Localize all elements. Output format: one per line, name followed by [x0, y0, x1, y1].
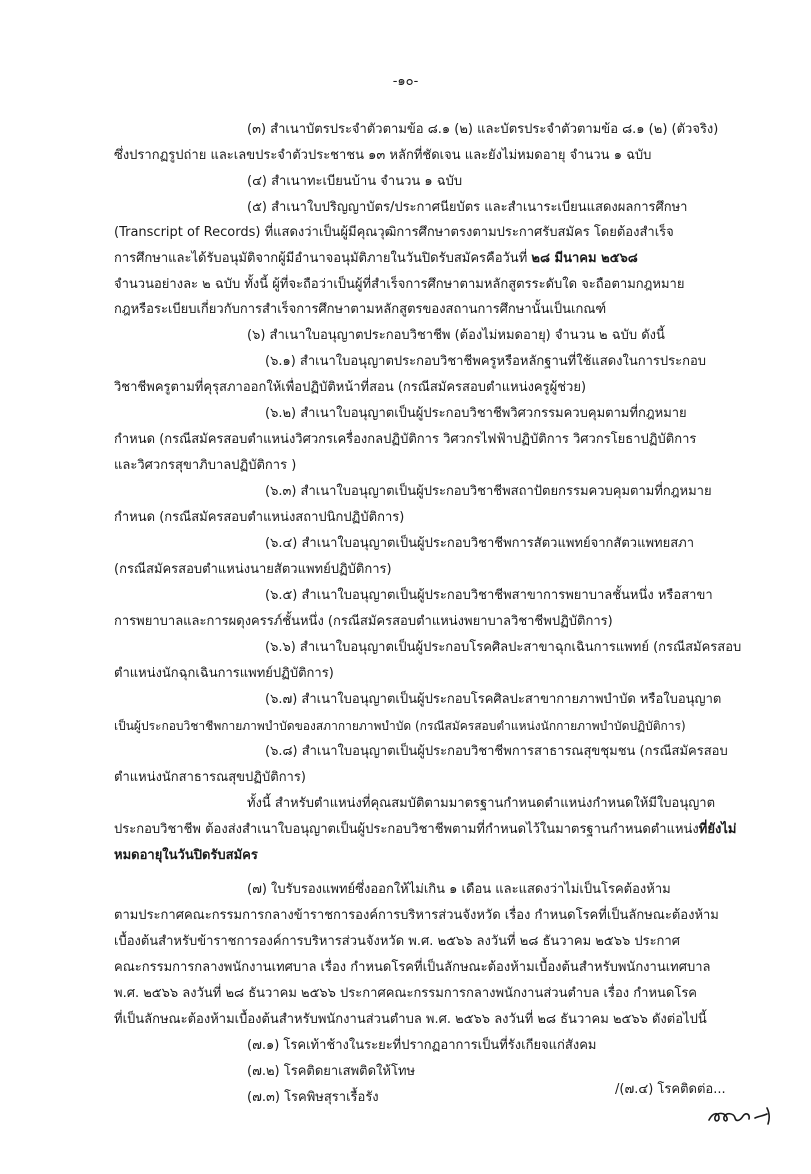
- text-line: [114, 820, 736, 840]
- text-span: ประกอบวิชาชีพ ต้องส่งสำเนาใบอนุญาตเป็นผู้ประกอบวิชาชีพตามที่กำหนดไว้ในมาตรฐานกำหนดตำแหน่ง: [114, 822, 699, 837]
- continuation-note: /(๗.๔) โรคติดต่อ...: [615, 1082, 726, 1097]
- text-line: (๕) สำเนาใบปริญญาบัตร/ประกาศนียบัตร และสำเนาระเบียนแสดงผลการศึกษา: [247, 200, 688, 215]
- text-line: (กรณีสมัครสอบตำแหน่งนายสัตวแพทย์ปฏิบัติการ): [114, 562, 392, 577]
- text-line: วิชาชีพครูตามที่คุรุสภาออกให้เพื่อปฏิบัติหน้าที่สอน (กรณีสมัครสอบตำแหน่งครูผู้ช่วย): [114, 380, 587, 395]
- text-line: (๔) สำเนาทะเบียนบ้าน จำนวน ๑ ฉบับ: [247, 174, 463, 189]
- text-line: (๖) สำเนาใบอนุญาตประกอบวิชาชีพ (ต้องไม่หมดอายุ) จำนวน ๒ ฉบับ ดังนี้: [247, 328, 665, 343]
- text-line: (๗.๒) โรคติดยาเสพติดให้โทษ: [247, 1064, 416, 1079]
- text-line: ตำแหน่งนักฉุกเฉินการแพทย์ปฏิบัติการ): [114, 666, 334, 681]
- text-line: (๗.๑) โรคเท้าช้างในระยะที่ปรากฏอาการเป็นที่รังเกียจแก่สังคม: [247, 1038, 597, 1053]
- text-line: คณะกรรมการกลางพนักงานเทศบาล เรื่อง กำหนดโรคที่เป็นลักษณะต้องห้ามเบื้องต้นสำหรับพนักงานเทศบาล: [114, 960, 711, 975]
- text-line: (๖.๘) สำเนาใบอนุญาตเป็นผู้ประกอบวิชาชีพการสาธารณสุขชุมชน (กรณีสมัครสอบ: [265, 744, 728, 759]
- text-line: (๖.๔) สำเนาใบอนุญาตเป็นผู้ประกอบวิชาชีพการสัตวแพทย์จากสัตวแพทยสภา: [265, 536, 695, 551]
- text-line: (๖.๓) สำเนาใบอนุญาตเป็นผู้ประกอบวิชาชีพสถาปัตยกรรมควบคุมตามที่กฎหมาย: [265, 484, 712, 499]
- emphasis-text: ที่ยังไม่: [698, 822, 737, 837]
- text-line: (๖.๗) สำเนาใบอนุญาตเป็นผู้ประกอบโรคศิลปะสาขากายภาพบำบัด หรือใบอนุญาต: [265, 692, 722, 707]
- text-line: (๖.๖) สำเนาใบอนุญาตเป็นผู้ประกอบโรคศิลปะสาขาฉุกเฉินการแพทย์ (กรณีสมัครสอบ: [265, 640, 742, 655]
- text-line: ตามประกาศคณะกรรมการกลางข้าราชการองค์การบริหารส่วนจังหวัด เรื่อง กำหนดโรคที่เป็นลักษณะต้องห้าม: [114, 908, 719, 923]
- page-number: -๑๐-: [392, 74, 419, 89]
- text-line: ซึ่งปรากฏรูปถ่าย และเลขประจำตัวประชาชน ๑๓ หลักที่ชัดเจน และยังไม่หมดอายุ จำนวน ๑ ฉบับ: [114, 148, 652, 163]
- text-line: ทั้งนี้ สำหรับตำแหน่งที่คุณสมบัติตามมาตรฐานกำหนดตำแหน่งกำหนดให้มีใบอนุญาต: [247, 796, 716, 811]
- emphasis-text: หมดอายุในวันปิดรับสมัคร: [114, 848, 258, 863]
- text-line: (๗) ใบรับรองแพทย์ซึ่งออกให้ไม่เกิน ๑ เดือน และแสดงว่าไม่เป็นโรคต้องห้าม: [247, 882, 671, 897]
- text-line: กำหนด (กรณีสมัครสอบตำแหน่งสถาปนิกปฏิบัติการ): [114, 510, 405, 525]
- text-line: เป็นผู้ประกอบวิชาชีพกายภาพบำบัดของสภากายภาพบำบัด (กรณีสมัครสอบตำแหน่งนักกายภาพบำบัดปฏิบัติการ): [114, 719, 686, 733]
- text-line: ที่เป็นลักษณะต้องห้ามเบื้องต้นสำหรับพนักงานส่วนตำบล พ.ศ. ๒๕๖๖ ลงวันที่ ๒๘ ธันวาคม ๒๕๖๖ ดังต่อไปนี้: [114, 1012, 707, 1027]
- text-line: กำหนด (กรณีสมัครสอบตำแหน่งวิศวกรเครื่องกลปฏิบัติการ วิศวกรไฟฟ้าปฏิบัติการ วิศวกรโยธาปฏิบัติการ: [114, 432, 697, 447]
- text-line: (๓) สำเนาบัตรประจำตัวตามข้อ ๘.๑ (๒) และบัตรประจำตัวตามข้อ ๘.๑ (๒) (ตัวจริง): [247, 122, 719, 137]
- text-line: เบื้องต้นสำหรับข้าราชการองค์การบริหารส่วนจังหวัด พ.ศ. ๒๕๖๖ ลงวันที่ ๒๘ ธันวาคม ๒๕๖๖ ประกาศ: [114, 934, 680, 949]
- deadline-date: ๒๘ มีนาคม ๒๕๖๘: [531, 251, 638, 266]
- text-line: (Transcript of Records) ที่แสดงว่าเป็นผู้มีคุณวุฒิการศึกษาตรงตามประกาศรับสมัคร โดยต้องสำเร็จ: [114, 225, 674, 240]
- text-line: (๖.๑) สำเนาใบอนุญาตประกอบวิชาชีพครูหรือหลักฐานที่ใช้แสดงในการประกอบ: [265, 354, 707, 369]
- text-line: และวิศวกรสุขาภิบาลปฏิบัติการ ): [114, 458, 297, 473]
- text-line: [114, 249, 638, 269]
- text-line: ตำแหน่งนักสาธารณสุขปฏิบัติการ): [114, 770, 306, 785]
- text-line: จำนวนอย่างละ ๒ ฉบับ ทั้งนี้ ผู้ที่จะถือว่าเป็นผู้ที่สำเร็จการศึกษาตามหลักสูตรระดับใด จะถือตามกฎหมาย: [114, 277, 685, 292]
- text-line: (๖.๒) สำเนาใบอนุญาตเป็นผู้ประกอบวิชาชีพวิศวกรรมควบคุมตามที่กฎหมาย: [265, 406, 687, 421]
- text-line: การพยาบาลและการผดุงครรภ์ชั้นหนึ่ง (กรณีสมัครสอบตำแหน่งพยาบาลวิชาชีพปฏิบัติการ): [114, 614, 613, 629]
- signature-icon: [705, 1100, 777, 1130]
- text-line: พ.ศ. ๒๕๖๖ ลงวันที่ ๒๘ ธันวาคม ๒๕๖๖ ประกาศคณะกรรมการกลางพนักงานส่วนตำบล เรื่อง กำหนดโรค: [114, 986, 698, 1001]
- text-span: การศึกษาและได้รับอนุมัติจากผู้มีอำนาจอนุมัติภายในวันปิดรับสมัครคือวันที่: [114, 251, 528, 266]
- text-line: (๖.๕) สำเนาใบอนุญาตเป็นผู้ประกอบวิชาชีพสาขาการพยาบาลชั้นหนึ่ง หรือสาขา: [265, 588, 713, 603]
- text-line: (๗.๓) โรคพิษสุราเรื้อรัง: [247, 1090, 379, 1105]
- text-line: กฎหรือระเบียบเกี่ยวกับการสำเร็จการศึกษาตามหลักสูตรของสถานการศึกษานั้นเป็นเกณฑ์: [114, 302, 607, 317]
